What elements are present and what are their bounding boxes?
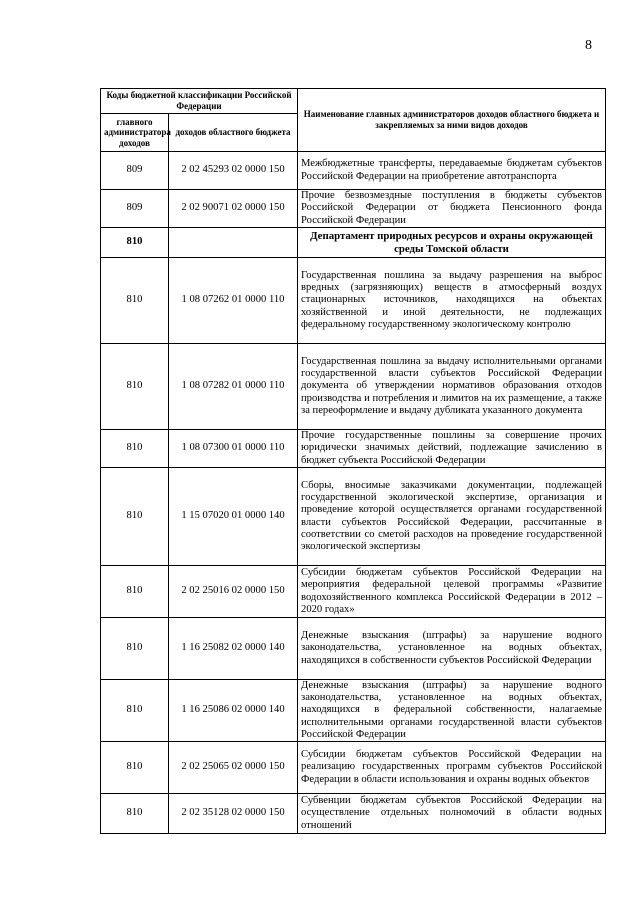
income-description-cell: Межбюджетные трансферты, передаваемые бюджетам субъектов Российской Федерации на приобретение автотранспорта <box>298 152 606 190</box>
admin-code-cell: 810 <box>101 680 169 742</box>
income-description-cell: Денежные взыскания (штрафы) за нарушение водного законодательства, установленное на водных объектах, находящихся в собственности субъектов Российской Федерации <box>298 618 606 680</box>
table-row <box>101 794 606 834</box>
income-description-cell: Денежные взыскания (штрафы) за нарушение водного законодательства, установленное на водных объектах, находящихся в федеральной собственности, налагаемые исполнительными органами государственной власти субъектов Российской Федерации <box>298 680 606 742</box>
admin-code-cell: 810 <box>101 344 169 430</box>
admin-code-cell: 810 <box>101 228 169 258</box>
admin-code-cell: 810 <box>101 468 169 566</box>
income-description-cell: Субсидии бюджетам субъектов Российской Федерации на реализацию государственных программ субъектов Российской Федерации в области использования и охраны водных объектов <box>298 742 606 794</box>
table-row <box>101 468 606 566</box>
table-row <box>101 680 606 742</box>
table-row <box>101 190 606 228</box>
income-code-cell: 1 16 25082 02 0000 140 <box>169 618 298 680</box>
admin-code-cell: 810 <box>101 618 169 680</box>
admin-code-cell: 809 <box>101 152 169 190</box>
table-row <box>101 566 606 618</box>
admin-code-cell: 810 <box>101 258 169 344</box>
admin-name-column-header: Наименование главных администраторов доходов областного бюджета и закрепляемых за ними видов доходов <box>298 89 606 152</box>
page-number: 8 <box>585 38 592 53</box>
table-row <box>101 258 606 344</box>
table-row <box>101 430 606 468</box>
table-row <box>101 152 606 190</box>
income-code-cell: 1 16 25086 02 0000 140 <box>169 680 298 742</box>
income-description-cell: Субсидии бюджетам субъектов Российской Федерации на мероприятия федеральной целевой программы «Развитие водохозяйственного комплекса Российской Федерации в 2012 – 2020 годах» <box>298 566 606 618</box>
table-row <box>101 618 606 680</box>
income-description-cell: Субвенции бюджетам субъектов Российской Федерации на осуществление отдельных полномочий в области водных отношений <box>298 794 606 834</box>
budget-codes-table <box>100 88 606 834</box>
income-code-cell: 2 02 25065 02 0000 150 <box>169 742 298 794</box>
admin-code-cell: 809 <box>101 190 169 228</box>
section-row <box>101 228 606 258</box>
income-description-cell: Государственная пошлина за выдачу разрешения на выброс вредных (загрязняющих) веществ в атмосферный воздух стационарных источников, находящихся на объектах хозяйственной и иной деятельности, не подлежащих федеральному государственному экологическому контролю <box>298 258 606 344</box>
budget-codes-group-header: Коды бюджетной классификации Российской Федерации <box>101 89 298 114</box>
table-row <box>101 344 606 430</box>
income-description-cell: Прочие государственные пошлины за совершение прочих юридически значимых действий, подлежащие зачислению в бюджет субъекта Российской Федерации <box>298 430 606 468</box>
table-row <box>101 742 606 794</box>
income-description-cell: Государственная пошлина за выдачу исполнительными органами государственной власти субъектов Российской Федерации документа об утверждении нормативов образования отходов производства и потребления и лимитов на их размещение, а также за переоформление и выдачу дубликата указанного документа <box>298 344 606 430</box>
income-code-cell: 1 08 07262 01 0000 110 <box>169 258 298 344</box>
admin-code-cell: 810 <box>101 430 169 468</box>
income-code-column-header: доходов областного бюджета <box>169 114 298 152</box>
income-code-cell: 2 02 90071 02 0000 150 <box>169 190 298 228</box>
admin-code-cell: 810 <box>101 742 169 794</box>
income-description-cell: Прочие безвозмездные поступления в бюджеты субъектов Российской Федерации от бюджета Пенсионного фонда Российской Федерации <box>298 190 606 228</box>
department-title-cell: Департамент природных ресурсов и охраны окружающей среды Томской области <box>298 228 606 258</box>
income-code-cell: 1 08 07300 01 0000 110 <box>169 430 298 468</box>
income-code-cell <box>169 228 298 258</box>
income-code-cell: 2 02 25016 02 0000 150 <box>169 566 298 618</box>
income-code-cell: 1 08 07282 01 0000 110 <box>169 344 298 430</box>
admin-code-cell: 810 <box>101 566 169 618</box>
income-code-cell: 1 15 07020 01 0000 140 <box>169 468 298 566</box>
income-code-cell: 2 02 35128 02 0000 150 <box>169 794 298 834</box>
income-code-cell: 2 02 45293 02 0000 150 <box>169 152 298 190</box>
admin-code-cell: 810 <box>101 794 169 834</box>
income-description-cell: Сборы, вносимые заказчиками документации, подлежащей государственной экологической экспертизе, организация и проведение которой осуществляется органами государственной власти субъектов Российской Федерации, рассчитанные в соответствии со сметой расходов на проведение государственной экологической экспертизы <box>298 468 606 566</box>
admin-code-column-header: главного администратора доходов <box>101 114 169 152</box>
